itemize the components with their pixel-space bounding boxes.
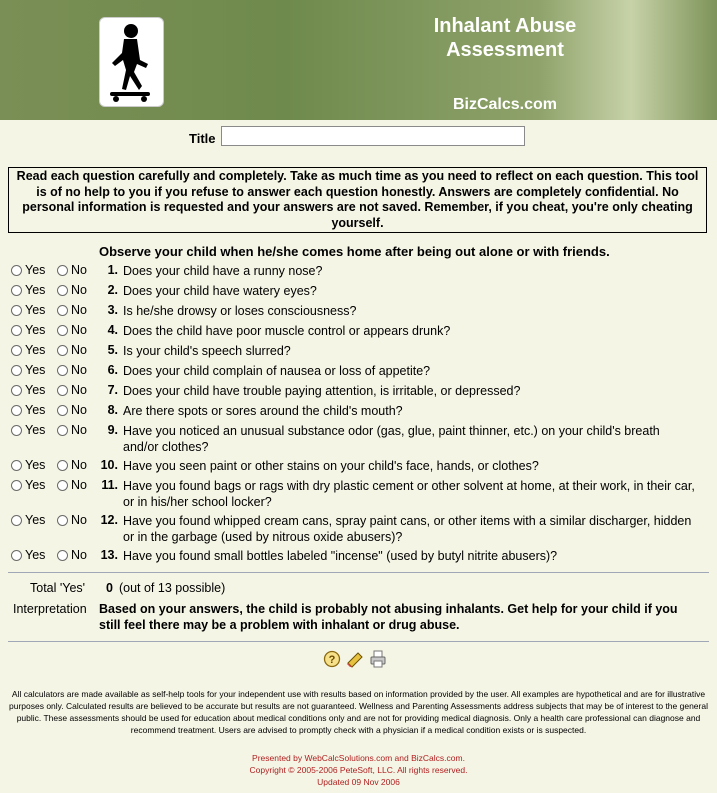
yes-label[interactable]: Yes <box>25 513 46 527</box>
title-line-2: Assessment <box>446 39 564 61</box>
no-label[interactable]: No <box>71 403 87 417</box>
yes-label[interactable]: Yes <box>25 548 46 562</box>
no-option[interactable] <box>57 383 87 397</box>
question-text: Does the child have poor muscle control or appears drunk? <box>123 324 451 338</box>
yes-label[interactable]: Yes <box>25 363 46 377</box>
no-option[interactable] <box>57 283 87 297</box>
footer <box>0 752 717 788</box>
no-label[interactable]: No <box>71 263 87 277</box>
yes-label[interactable]: Yes <box>25 478 46 492</box>
yes-option[interactable] <box>11 423 45 437</box>
yes-radio[interactable] <box>11 265 22 276</box>
no-label[interactable]: No <box>71 283 87 297</box>
footer-presented[interactable]: Presented by WebCalcSolutions.com and BizCalcs.com. <box>252 753 465 763</box>
yes-label[interactable]: Yes <box>25 343 46 357</box>
question-text: Have you noticed an unusual substance odor (gas, glue, paint thinner, etc.) on your child's breath and/or clothes? <box>123 424 660 454</box>
toolbar <box>323 650 393 670</box>
no-option[interactable] <box>57 423 87 437</box>
interpretation-text: Based on your answers, the child is probably not abusing inhalants. Get help for your child if you still feel there may be a problem with inhalant or drug abuse. <box>99 602 678 632</box>
no-label[interactable]: No <box>71 343 87 357</box>
yes-option[interactable] <box>11 403 45 417</box>
no-option[interactable] <box>57 548 87 562</box>
yes-option[interactable] <box>11 363 45 377</box>
question-number: 9. <box>107 423 118 437</box>
site-name: BizCalcs.com <box>452 96 558 113</box>
yes-option[interactable] <box>11 323 45 337</box>
yes-radio[interactable] <box>11 285 22 296</box>
total-count: 0 <box>106 581 113 595</box>
divider <box>8 641 709 642</box>
question-header: Observe your child when he/she comes home after being out alone or with friends. <box>99 244 610 259</box>
no-radio[interactable] <box>57 385 68 396</box>
logo <box>99 17 164 107</box>
help-icon[interactable] <box>323 650 341 673</box>
question-number: 10. <box>100 458 118 472</box>
no-radio[interactable] <box>57 265 68 276</box>
yes-option[interactable] <box>11 458 45 472</box>
yes-option[interactable] <box>11 283 45 297</box>
no-radio[interactable] <box>57 345 68 356</box>
no-radio[interactable] <box>57 365 68 376</box>
yes-radio[interactable] <box>11 550 22 561</box>
question-number: 6. <box>107 363 118 377</box>
yes-label[interactable]: Yes <box>25 423 46 437</box>
no-option[interactable] <box>57 323 87 337</box>
yes-radio[interactable] <box>11 365 22 376</box>
title-row <box>0 126 717 148</box>
question-number: 11. <box>101 478 118 492</box>
no-option[interactable] <box>57 478 87 492</box>
no-label[interactable]: No <box>71 383 87 397</box>
no-label[interactable]: No <box>71 363 87 377</box>
total-label: Total 'Yes' <box>30 581 86 595</box>
question-text: Are there spots or sores around the child's mouth? <box>123 404 403 418</box>
no-option[interactable] <box>57 403 87 417</box>
no-radio[interactable] <box>57 515 68 526</box>
disclaimer: All calculators are made available as self-help tools for your independent use with results based on information provided by the user. All examples are hypothetical and are for illustrative purposes only. Calculated results are believed to be accurate but results are not guaranteed. Wellness and Parenting Assessments address subjects that may be of interest to the general public. These assessments should be used for education about medical conditions only and are not for providing medical diagnosis. Only a health care professional can diagnose and recommend treatment. Users are advised to promptly check with a physician if a medical condition exists or is suspected. <box>9 689 708 735</box>
question-text: Have you found small bottles labeled "incense" (used by butyl nitrite abusers)? <box>123 549 558 563</box>
footer-updated: Updated 09 Nov 2006 <box>317 777 400 787</box>
no-option[interactable] <box>57 343 87 357</box>
yes-radio[interactable] <box>11 345 22 356</box>
question-text: Does your child complain of nausea or loss of appetite? <box>123 364 431 378</box>
yes-option[interactable] <box>11 303 45 317</box>
no-radio[interactable] <box>57 305 68 316</box>
yes-radio[interactable] <box>11 480 22 491</box>
interpretation-label: Interpretation <box>13 602 87 616</box>
yes-label[interactable]: Yes <box>25 458 46 472</box>
instructions-box: Read each question carefully and completely. Take as much time as you need to reflect on each question. This tool is of no help to you if you refuse to answer each question honestly. Answers are completely confidential. No personal information is requested and your answers are not saved. Remember, if you cheat, you're only cheating yourself. <box>8 167 707 233</box>
question-number: 5. <box>107 343 118 357</box>
header-banner <box>0 0 717 120</box>
total-note: (out of 13 possible) <box>118 581 226 595</box>
no-label[interactable]: No <box>71 513 87 527</box>
no-radio[interactable] <box>57 425 68 436</box>
no-label[interactable]: No <box>71 303 87 317</box>
question-text: Does your child have a runny nose? <box>123 264 323 278</box>
no-option[interactable] <box>57 513 87 527</box>
no-radio[interactable] <box>57 325 68 336</box>
yes-label[interactable]: Yes <box>25 403 46 417</box>
yes-option[interactable] <box>11 478 45 492</box>
yes-radio[interactable] <box>11 460 22 471</box>
no-label[interactable]: No <box>71 548 87 562</box>
yes-label[interactable]: Yes <box>25 323 46 337</box>
yes-label[interactable]: Yes <box>25 283 46 297</box>
title-label: Title <box>189 131 216 146</box>
eraser-icon[interactable] <box>345 650 365 673</box>
question-number: 13. <box>100 548 118 562</box>
question-number: 8. <box>107 403 118 417</box>
no-option[interactable] <box>57 458 87 472</box>
yes-option[interactable] <box>11 263 45 277</box>
no-radio[interactable] <box>57 460 68 471</box>
question-number: 4. <box>107 323 118 337</box>
no-radio[interactable] <box>57 550 68 561</box>
question-number: 2. <box>107 283 118 297</box>
yes-radio[interactable] <box>11 385 22 396</box>
no-label[interactable]: No <box>71 323 87 337</box>
yes-label[interactable]: Yes <box>25 383 46 397</box>
question-text: Is your child's speech slurred? <box>123 344 291 358</box>
question-text: Does your child have trouble paying attention, is irritable, or depressed? <box>123 384 521 398</box>
total-value <box>106 581 225 595</box>
question-number: 3. <box>107 303 118 317</box>
no-option[interactable] <box>57 363 87 377</box>
question-text: Does your child have watery eyes? <box>123 284 317 298</box>
divider <box>8 572 709 573</box>
yes-radio[interactable] <box>11 325 22 336</box>
question-number: 1. <box>107 263 118 277</box>
question-text: Have you found bags or rags with dry plastic cement or other solvent at home, at their work, in their car, or in his/her school locker? <box>123 479 695 509</box>
yes-option[interactable] <box>11 343 45 357</box>
no-option[interactable] <box>57 263 87 277</box>
skateboarder-icon <box>104 20 159 104</box>
no-label[interactable]: No <box>71 458 87 472</box>
app-title <box>410 14 600 62</box>
no-radio[interactable] <box>57 405 68 416</box>
title-line-1: Inhalant Abuse <box>433 15 577 37</box>
yes-label[interactable]: Yes <box>25 263 46 277</box>
question-text: Have you seen paint or other stains on your child's face, hands, or clothes? <box>123 459 539 473</box>
yes-label[interactable]: Yes <box>25 303 46 317</box>
yes-option[interactable] <box>11 513 45 527</box>
question-text: Have you found whipped cream cans, spray paint cans, or other items with a similar discharger, hidden or in the garbage (used by nitrous oxide abusers)? <box>123 514 692 544</box>
no-radio[interactable] <box>57 285 68 296</box>
yes-option[interactable] <box>11 383 45 397</box>
footer-copyright: Copyright © 2005-2006 PeteSoft, LLC. All rights reserved. <box>249 765 468 775</box>
no-label[interactable]: No <box>71 478 87 492</box>
printer-icon[interactable] <box>369 650 387 673</box>
yes-radio[interactable] <box>11 305 22 316</box>
no-label[interactable]: No <box>71 423 87 437</box>
yes-radio[interactable] <box>11 405 22 416</box>
question-text: Is he/she drowsy or loses consciousness? <box>123 304 357 318</box>
question-number: 12. <box>100 513 118 527</box>
title-input[interactable] <box>221 126 525 146</box>
question-number: 7. <box>107 383 118 397</box>
yes-radio[interactable] <box>11 425 22 436</box>
yes-option[interactable] <box>11 548 45 562</box>
no-option[interactable] <box>57 303 87 317</box>
no-radio[interactable] <box>57 480 68 491</box>
svg-text:?: ? <box>328 654 336 666</box>
yes-radio[interactable] <box>11 515 22 526</box>
